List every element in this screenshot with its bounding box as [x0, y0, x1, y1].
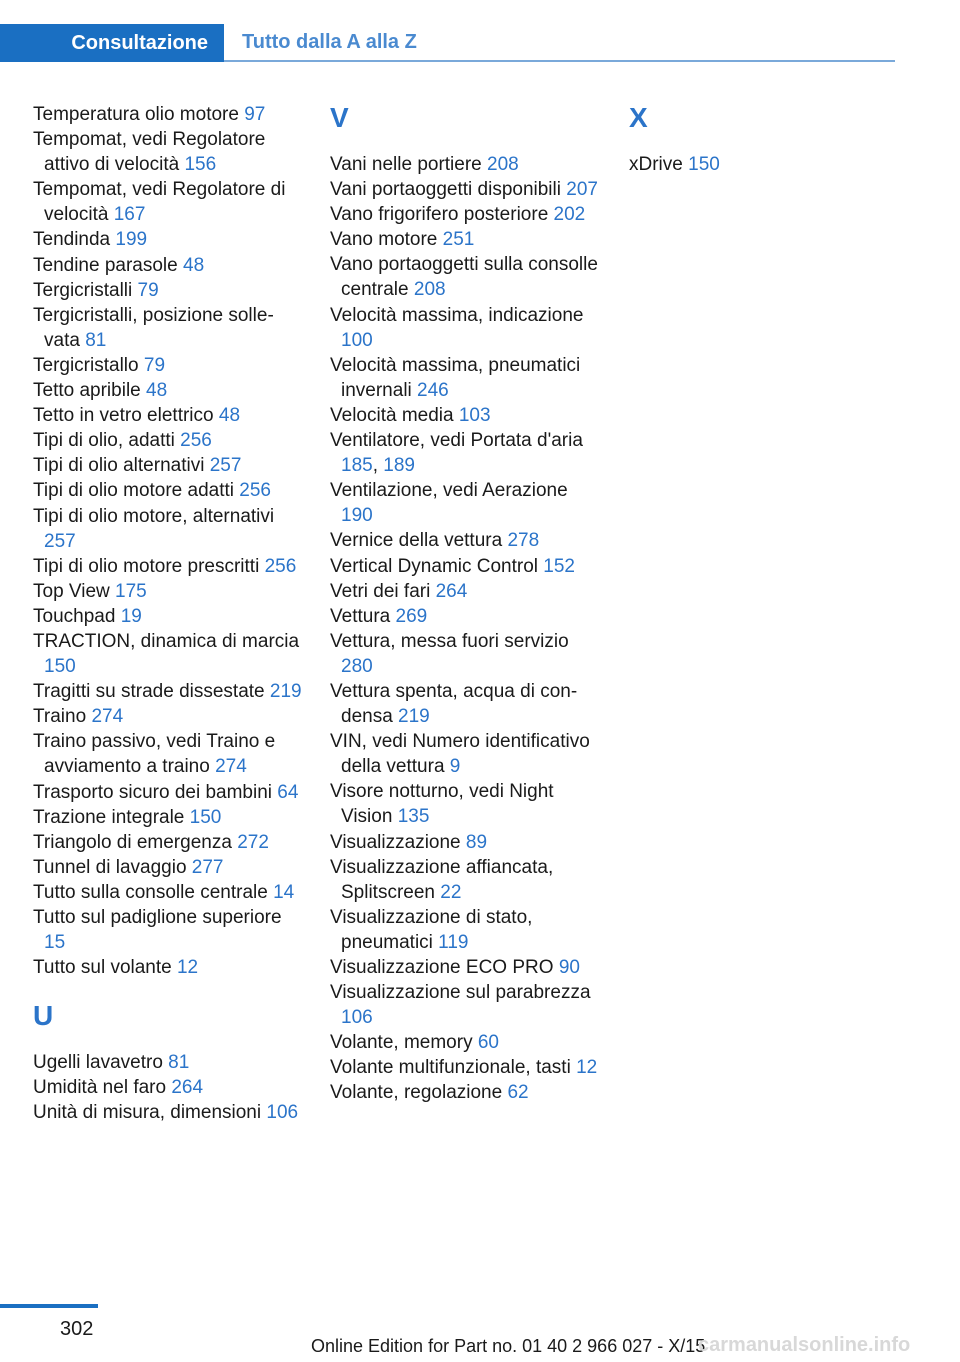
index-entry-text: Vani nelle portiere — [330, 154, 488, 175]
page-link[interactable]: 207 — [566, 179, 598, 201]
page-link[interactable]: 60 — [477, 1032, 499, 1054]
section-gap — [33, 980, 303, 1000]
index-entry-text: Traino — [33, 706, 92, 728]
index-entry-text: Tempomat, vedi Regolatore di velocità — [33, 179, 286, 226]
page-link[interactable]: 264 — [171, 1077, 204, 1099]
index-entry — [33, 679, 303, 704]
index-entry-text: Trasporto sicuro dei bambini — [33, 781, 278, 803]
index-entry-text: Tunnel di lavaggio — [33, 856, 192, 878]
index-entry — [33, 830, 303, 855]
page-link[interactable]: 22 — [440, 881, 462, 903]
index-entry-text: Visualizzazione ECO PRO — [330, 957, 559, 978]
letter-heading-u: U — [33, 1000, 54, 1032]
page-link[interactable]: 256 — [239, 480, 271, 502]
index-column-1 — [33, 102, 303, 1126]
index-entry-text: Unità di misura, dimensioni — [33, 1102, 267, 1124]
index-entry — [33, 177, 303, 227]
index-entry — [33, 253, 303, 278]
index-entry-text: Volante, regolazione — [330, 1082, 508, 1104]
index-entry-text: Tipi di olio, adatti — [33, 430, 181, 452]
index-column-3 — [629, 102, 899, 177]
index-entry-text: Vettura, messa fuori servizio — [330, 630, 569, 652]
index-entry-text: Ventilatore, vedi Portata d'aria — [330, 430, 583, 452]
index-entry — [33, 729, 303, 779]
index-entry — [330, 604, 600, 629]
index-entry — [33, 579, 303, 604]
page-link[interactable]: 219 — [398, 706, 430, 728]
footer-accent-bar — [0, 1304, 98, 1308]
index-entry-text: Traino passivo, vedi Traino e avviamento a traino — [33, 731, 276, 778]
index-entry — [330, 779, 600, 829]
index-entry — [330, 579, 600, 604]
index-entry-text: Umidità nel faro — [33, 1077, 172, 1099]
index-entry-text: Visualizzazione di stato, pneumatici — [330, 906, 533, 953]
index-entry — [330, 303, 600, 353]
index-entry-text: Tipi di olio alternativi — [33, 455, 210, 477]
index-entry — [33, 554, 303, 579]
index-entry-text: Velocità media — [330, 404, 459, 426]
index-entry — [33, 629, 303, 679]
page-link[interactable]: 9 — [449, 756, 461, 778]
index-entry — [330, 980, 600, 1030]
index-entry — [330, 679, 600, 729]
page-link[interactable]: 152 — [543, 555, 575, 577]
index-entry-text: Vani portaoggetti disponibili — [330, 179, 567, 201]
index-entry-text: Vettura spenta, acqua di condensa — [330, 680, 578, 728]
page-link[interactable]: 15 — [44, 932, 66, 954]
index-entry-text: Tetto apribile — [33, 380, 147, 402]
index-entry-text: Vano motore — [330, 229, 443, 251]
page-link[interactable]: 48 — [218, 405, 241, 427]
page-link[interactable]: 106 — [341, 1007, 373, 1029]
page-link[interactable]: 119 — [438, 931, 469, 953]
index-entry-text: Visualizzazione affiancata, Splitscreen — [330, 856, 554, 903]
page-link[interactable]: 269 — [395, 605, 428, 627]
index-entry-text: Tetto in vetro elettrico — [33, 405, 219, 427]
index-entry-text: Vernice della vettura — [330, 530, 508, 552]
page-link[interactable]: 280 — [341, 655, 373, 677]
index-entry — [33, 1075, 303, 1100]
page-link[interactable]: 219 — [269, 681, 302, 703]
page-link[interactable]: 89 — [465, 831, 488, 853]
page-link[interactable]: 278 — [507, 530, 540, 552]
page-link[interactable]: 97 — [244, 104, 266, 125]
index-entry — [33, 127, 303, 177]
tab-consultazione-label: Consultazione — [71, 31, 208, 54]
index-entry-text: Top View — [33, 580, 116, 602]
index-entry — [33, 278, 303, 303]
index-entry — [33, 1100, 303, 1125]
index-entry — [330, 528, 600, 553]
index-entry-text: Vano frigorifero posteriore — [330, 204, 554, 226]
index-entry-text: Tergicristalli, posizione sollevata — [33, 304, 274, 351]
index-entry — [330, 403, 600, 428]
index-entry-text: Tipi di olio motore, alternativi — [33, 505, 275, 527]
index-entry-text: Tergicristalli — [33, 279, 138, 301]
t-entries — [33, 102, 303, 980]
index-entry-text: Vano portaoggetti sulla consolle centrale — [330, 254, 598, 301]
index-entry-text: Ventilazione, vedi Aerazione — [330, 480, 568, 502]
index-entry-text: xDrive — [629, 154, 689, 175]
page-link[interactable]: 150 — [688, 154, 720, 175]
page-link[interactable]: 175 — [115, 580, 147, 602]
index-entry — [330, 729, 600, 779]
page-link[interactable]: 48 — [183, 254, 205, 276]
page-link[interactable]: 48 — [146, 380, 168, 402]
page-link[interactable]: 100 — [341, 329, 373, 351]
x-entries — [629, 152, 899, 177]
page-link[interactable]: 185 — [341, 455, 373, 477]
index-entry-text: Tendine parasole — [33, 254, 183, 276]
index-entry-text: Volante, memory — [330, 1032, 478, 1054]
header-divider — [224, 60, 895, 62]
index-entry — [33, 504, 303, 554]
index-entry — [330, 830, 600, 855]
index-entry-text: Tragitti su strade dissestate — [33, 681, 270, 703]
page-link[interactable]: 256 — [180, 430, 212, 452]
index-entry — [330, 252, 600, 302]
page-header — [0, 24, 895, 62]
page-number: 302 — [60, 1318, 94, 1340]
v-entries — [330, 152, 600, 1106]
page-link[interactable]: 79 — [143, 354, 166, 376]
page-link[interactable]: 156 — [184, 154, 217, 176]
index-entry — [330, 227, 600, 252]
index-entry — [33, 453, 303, 478]
page-link[interactable]: 12 — [576, 1057, 598, 1079]
index-entry-text: Ugelli lavavetro — [33, 1052, 169, 1074]
index-entry-text: Temperatura olio motore — [33, 104, 245, 125]
page-link[interactable]: 274 — [91, 706, 124, 728]
index-entry — [330, 905, 600, 955]
page-link[interactable]: 202 — [553, 204, 586, 226]
page-link[interactable]: 103 — [458, 404, 491, 426]
index-entry — [330, 428, 600, 478]
index-entry-text: Tipi di olio motore prescritti — [33, 555, 265, 577]
page-link[interactable]: 246 — [417, 379, 449, 401]
page-link[interactable]: 90 — [558, 957, 580, 978]
index-entry-text: Velocità massima, indicazione — [330, 304, 584, 326]
page-link[interactable]: 64 — [277, 781, 299, 803]
page-link[interactable]: 199 — [115, 229, 148, 251]
page-link[interactable]: 12 — [176, 957, 199, 979]
page-link[interactable]: 150 — [189, 806, 222, 828]
page-link[interactable]: 189 — [383, 455, 415, 477]
edition-note: Online Edition for Part no. 01 40 2 966 027 - X/15 — [311, 1336, 706, 1356]
index-entry-text: Visore notturno, vedi Night Vision — [330, 781, 554, 828]
index-entry — [33, 303, 303, 353]
index-entry-text: Vetri dei fari — [330, 580, 436, 602]
index-entry — [330, 353, 600, 403]
page-link[interactable]: 81 — [168, 1052, 190, 1074]
index-entry — [33, 955, 303, 980]
index-entry-text: Tipi di olio motore adatti — [33, 480, 240, 502]
index-entry-text: Visualizzazione — [330, 831, 466, 853]
index-column-2 — [330, 102, 600, 1106]
index-entry — [33, 880, 303, 905]
page-link[interactable]: 272 — [237, 831, 269, 853]
index-entry — [33, 1050, 303, 1075]
index-entry-text: VIN, vedi Numero identificativo della vettura — [330, 731, 590, 778]
index-entry — [330, 554, 600, 579]
index-entry — [330, 478, 600, 528]
page-link[interactable]: 208 — [487, 154, 519, 175]
index-entry — [33, 102, 303, 127]
index-entry — [330, 629, 600, 679]
page-link[interactable]: 257 — [44, 530, 76, 552]
index-entry — [330, 1080, 600, 1105]
page-link[interactable]: 135 — [397, 806, 430, 828]
page-link[interactable]: 190 — [341, 505, 373, 527]
index-entry — [33, 428, 303, 453]
letter-heading-v: V — [330, 102, 349, 133]
index-entry-text: Tergicristallo — [33, 354, 144, 376]
page-link[interactable]: 14 — [273, 881, 295, 903]
index-entry — [330, 202, 600, 227]
page-link[interactable]: 251 — [442, 229, 475, 251]
index-entry-text: Tempomat, vedi Regolatore attivo di velocità — [33, 129, 266, 176]
index-entry — [330, 1055, 600, 1080]
page-link[interactable]: 81 — [85, 329, 107, 351]
index-entry — [33, 855, 303, 880]
index-entry-text: Tutto sul volante — [33, 957, 177, 979]
page-link[interactable]: 277 — [191, 856, 224, 878]
index-entry — [330, 955, 600, 980]
index-entry-text: Visualizzazione sul parabrezza — [330, 982, 591, 1004]
index-entry — [330, 152, 600, 177]
index-entry-text: Vertical Dynamic Control — [330, 555, 544, 577]
index-entry-text: Trazione integrale — [33, 806, 190, 828]
page-link[interactable]: 150 — [44, 656, 76, 678]
index-entry-text: Tendinda — [33, 229, 116, 251]
index-entry — [33, 704, 303, 729]
page-link[interactable]: 19 — [120, 605, 142, 627]
index-entry — [33, 805, 303, 830]
index-entry-text: Vettura — [330, 605, 396, 627]
index-entry-text: Tutto sul padiglione superiore — [33, 907, 282, 928]
page-link[interactable]: 264 — [435, 580, 468, 602]
index-entry — [33, 403, 303, 428]
index-entry-text: Tutto sulla consolle centrale — [33, 881, 274, 903]
page-link[interactable]: 79 — [137, 279, 159, 301]
page-link[interactable]: 106 — [266, 1102, 299, 1124]
page-link[interactable]: 274 — [215, 756, 247, 778]
index-entry — [33, 780, 303, 805]
page-link[interactable]: 257 — [209, 455, 242, 477]
index-entry — [33, 227, 303, 252]
index-entry — [33, 905, 303, 955]
watermark: carmanualsonline.info — [698, 1334, 911, 1356]
index-entry — [33, 353, 303, 378]
index-entry-text: Triangolo di emergenza — [33, 831, 238, 853]
index-entry — [33, 604, 303, 629]
index-entry-text: Touchpad — [33, 605, 121, 627]
page-link[interactable]: 208 — [413, 279, 446, 301]
u-entries — [33, 1050, 303, 1125]
page-link[interactable]: 256 — [264, 555, 297, 577]
index-entry — [33, 478, 303, 503]
tab-consultazione[interactable] — [0, 24, 224, 62]
letter-heading-x: X — [629, 102, 648, 133]
index-entry-text: TRACTION, dinamica di marcia — [33, 630, 300, 652]
index-entry-text: Velocità massima, pneumatici invernali — [330, 354, 581, 401]
index-entry — [629, 152, 899, 177]
page-link[interactable]: 62 — [507, 1082, 529, 1104]
index-entry-text: Volante multifunzionale, tasti — [330, 1057, 577, 1079]
tab-tutto-label: Tutto dalla A alla Z — [242, 30, 417, 53]
index-entry — [330, 177, 600, 202]
page-separator: , — [372, 455, 384, 477]
page-link[interactable]: 167 — [113, 204, 146, 226]
index-entry — [330, 855, 600, 905]
tab-tutto-dalla-a-alla-z[interactable] — [242, 24, 417, 60]
index-entry — [330, 1030, 600, 1055]
index-entry — [33, 378, 303, 403]
